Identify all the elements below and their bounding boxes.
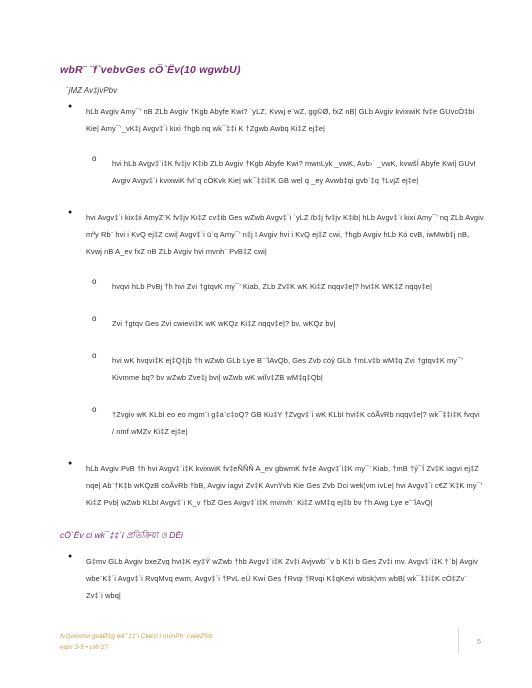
sub-bullet-item (86, 278, 484, 295)
sub-bullet-item (86, 315, 484, 332)
sub-bullet-text: o hvqvi hLb PvBj †h hvi Zvi †gtqvK my¯’ Kiab, ZLb Zv‡K wK Ki‡Z nqqv‡e|? hvi‡K WK‡Z nqqv‡e| (112, 282, 433, 291)
footer-meta: eqm 3-5 • cW 27 (60, 644, 109, 651)
sub-bullet-item (86, 352, 484, 386)
footer-title: fv‡jvevmvi gvaØ‡g wk¯‡‡`i Ckø‡i i mvnPh¨ cwieZ®b (60, 633, 213, 640)
bullet-text: ● G‡mv GLb Avgiv bxeZvq hvi‡K ey‡Ý wZwb †hb Avgv‡`i‡K Zv‡i Avjvwb¨`v b K‡i b Ges Zv‡i mv. Avgv‡`i‡K †`b| Avgiv wbe¨K‡`i Avgv‡`i RvqMvq ewm, Avgv‡`i †PvL eÜ Kwi Ges †Rvqi †Rvqi K‡qKevi wbsk¦vm wbB| wk¯‡‡i‡K cÖ‡Zv¨ Zv‡`i wbq| (86, 557, 478, 600)
bullet-item (60, 553, 484, 604)
sub-bullet-text: o hvi hLb Avgv‡`i‡K fv‡jv K‡ib ZLb Avgiv †Kgb Abyfe Kwi? mwnLyk _vwK, Avb›` _vwK, kvwšÍ Abyfe Kwi| GUvI Avgiv Avgv‡`i kvixwiK fvl¨q cÖKvk Kie| wk¯‡‡i‡K GB wel q _ey Avwb‡qi gvb`‡q †LvjZ ej‡e| (112, 159, 476, 185)
bullet-item (60, 103, 484, 189)
page-footer (60, 631, 213, 653)
sub-bullet-list (86, 155, 484, 189)
sub-bullet-item (86, 406, 484, 440)
sub-bullet-text: o Zvi †gtqv Ges Zvi cwievi‡K wK wKQz Ki‡Z nqqv‡e|? bv, wKQz bv| (112, 319, 336, 328)
bullet-list (60, 103, 484, 511)
bullet-text: ● hLb Avgiv Amy¯’ nB ZLb Avgiv †Kgb Abyfe Kwi? `yLZ, Kvwj e¨wZ, gg©Ø, fxZ nB| GLb Avgiv kvixwiK fv‡e GUvcÖ‡bi Kie| Amy¯’_vK‡j Avgv‡`i kixi †hgb nq wk¯‡‡i K †Zgwb Awbq Ki‡Z ej‡e| (86, 107, 475, 133)
sub-bullet-text: o †Zvgiv wK KLbI eo eo mgm¨i g‡a¨c‡oQ? GB Ku‡Y †Zvgv‡`i wK KLbI hvi‡K cöÃvRb nqqv‡e|? wk¯‡‡i‡K fvqvi / nmf wMZv Ki‡Z ej‡e| (112, 410, 480, 436)
sub-bullet-text: o hvi wK hvqvi‡K ej‡Q‡jb †h wZwb GLb Lye B¨¨ÏAvQb, Ges Zvb cöý GLb †mLv‡b wM‡q Zvi †gtqv‡K my¯’ Kivmme bq? bv wZwb Zve‡j bvi| wZwb wK wiÏv‡ZB wM‡q‡Qb| (112, 356, 463, 382)
bullet-list-2 (60, 553, 484, 604)
bullet-item (60, 209, 484, 440)
bullet-text: ● hLb Avgiv PvB †h hvi Avgv‡`i‡K kvixwiK fv‡eÑÑÑ A_ev gbwmK fv‡e Avgv‡`i‡K my¯’ Kiab, †mB †ý¯Í Zv‡K iagvi ej‡Z nqe| Ab¨†K‡b wKQzB cöÂvRb †bB, Avgiv iagvi Zv‡K AvnŸvb Kie Ges Zvb Dci wek¦vm ivLe| hvi Avgv‡`i c€Z¨K‡K my¯’ Ki‡Z Pvb| wZwb KLbI Avgv‡`i K_v †bZ Ges Avgv‡`i‡K mvnvh¨ Ki‡Z wM‡q ej‡b bv †h Awg Lye e¨¨ÏAvQ| (86, 464, 483, 507)
bullet-text: ● hvi Avgv‡`i kix‡ii AmyZ¨K fv‡jv Ki‡Z cv‡ib Ges wZwb Avgv‡`i `yLZ ïb‡j fv‡jv K‡ib| hLb Avgv‡`i kixi Amy¯’ nq ZLb Avgiv mªy Rb¨ hvi i KvQ ej‡Z cwi| Avgv‡`i ü`q Amy¯’ n‡j I Avgiv hvi i KvQ ej‡Z cwi, †hgb Avgiv hLb Kó cvB, iwMwb‡j nB, Kvwj nB A_ev fxZ nB ZLb Avgiv hvi mvnh¨ PvB‡Z cwi| (86, 213, 484, 256)
section-heading-2: cÖ`Ëv ci wk¯‡‡`i প্রতিক্রিয়া ও DËi (60, 530, 183, 540)
section-subheading: `jMZ Av‡jvPbv (66, 86, 118, 95)
sub-bullet-item (86, 155, 484, 189)
page-content (60, 64, 484, 622)
sub-bullet-list (86, 278, 484, 440)
page-number: 5 (458, 628, 481, 654)
section-heading: wbR¨ ¨f`vebvGes cÖ`Ëv(10 wgwbU) (60, 64, 241, 76)
bullet-item (60, 460, 484, 511)
